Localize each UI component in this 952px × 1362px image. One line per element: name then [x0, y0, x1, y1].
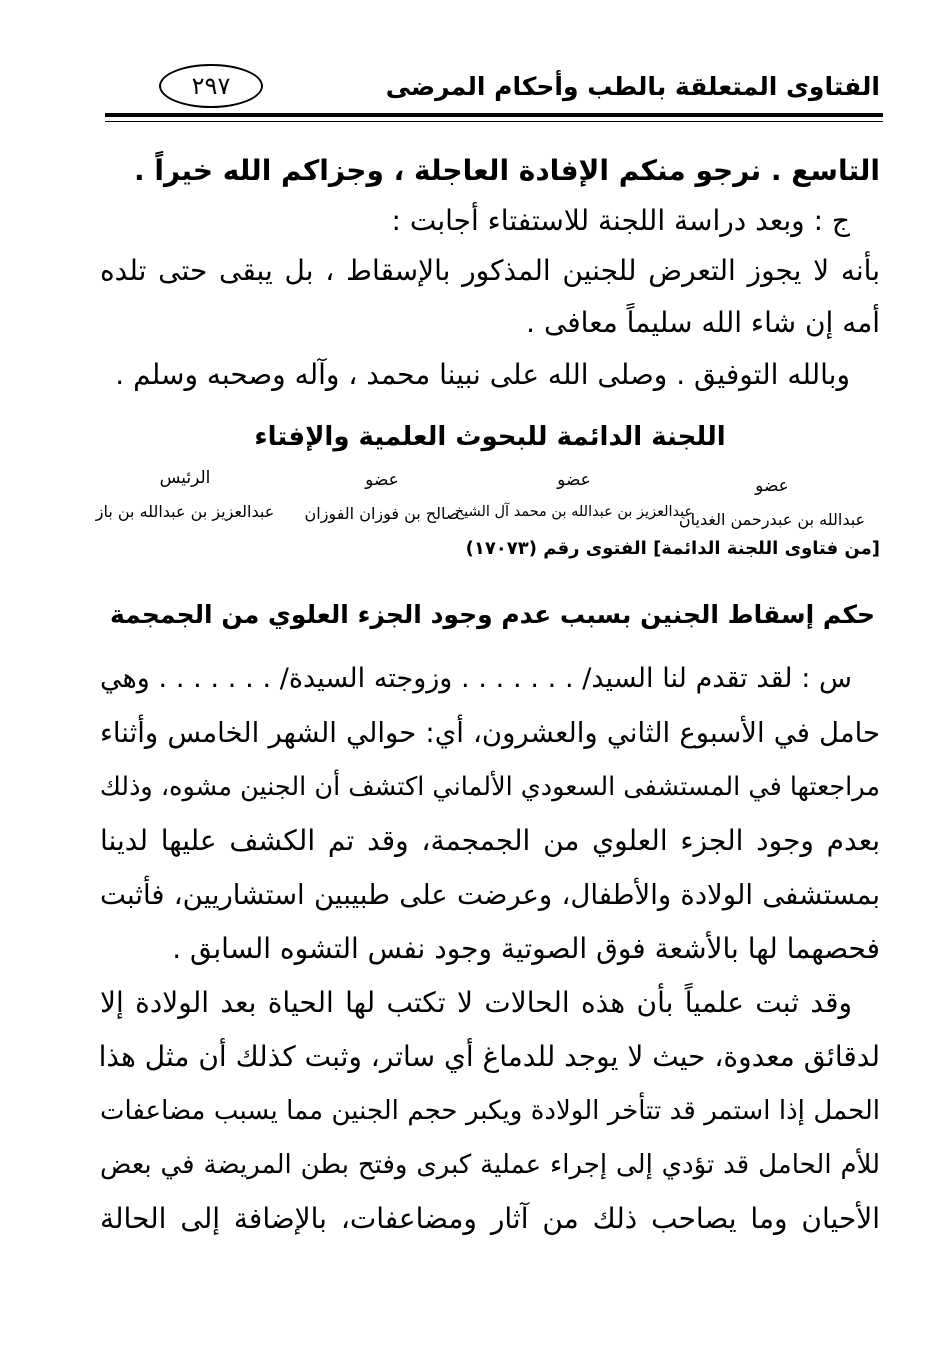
question-closing-line: التاسع . نرجو منكم الإفادة العاجلة ، وجزاكم الله خيراً . [134, 154, 880, 187]
question-line: للأم الحامل قد تؤدي إلى إجراء عملية كبرى وفتح بطن المريضة في بعض [100, 1150, 880, 1180]
page-header [105, 62, 880, 114]
signature-name: عبدالعزيز بن عبدالله بن باز [95, 502, 275, 521]
committee-title: اللجنة الدائمة للبحوث العلمية والإفتاء [254, 422, 726, 452]
question-line: الأحيان وما يصاحب ذلك من آثار ومضاعفات، بالإضافة إلى الحالة [100, 1202, 880, 1235]
fatwa-answer-block [100, 145, 880, 401]
answer-intro: ج : وبعد دراسة اللجنة للاستفتاء أجابت : [391, 204, 850, 237]
header-rule-thin [105, 121, 883, 122]
question-line: بعدم وجود الجزء العلوي من الجمجمة، وقد تم الكشف عليها لدينا [100, 824, 880, 857]
question-line: الحمل إذا استمر قد تتأخر الولادة ويكبر حجم الجنين مما يسبب مضاعفات [100, 1096, 880, 1126]
closing-prayer: وبالله التوفيق . وصلى الله على نبينا محمد ، وآله وصحبه وسلم . [115, 358, 850, 391]
question-line: وقد ثبت علمياً بأن هذه الحالات لا تكتب لها الحياة بعد الولادة إلا [100, 986, 852, 1019]
signature-name: عبدالعزيز بن عبدالله بن محمد آل الشيخ [454, 504, 694, 520]
question-block [100, 652, 880, 1246]
signature-role: الرئيس [159, 468, 211, 488]
question-line: بمستشفى الولادة والأطفال، وعرضت على طبيبين استشاريين، فأثبت [100, 879, 880, 911]
question-line: مراجعتها في المستشفى السعودي الألماني اكتشف أن الجنين مشوه، وذلك [99, 772, 880, 802]
signature-role: عضو [365, 470, 399, 490]
signature-name: عبدالله بن عبدرحمن الغديان [678, 510, 866, 529]
signature-member-3 [287, 470, 477, 523]
header-rule-thick [105, 113, 883, 117]
question-line: فحصهما لها بالأشعة فوق الصوتية وجود نفس التشوه السابق . [172, 932, 880, 965]
signature-chairman [90, 468, 280, 521]
question-line: حامل في الأسبوع الثاني والعشرون، أي: حوالي الشهر الخامس وأثناء [100, 717, 880, 749]
signature-role: عضو [755, 476, 789, 496]
answer-line: بأنه لا يجوز التعرض للجنين المذكور بالإسقاط ، بل يبقى حتى تلده [100, 254, 880, 287]
fatwa-source: [من فتاوى اللجنة الدائمة] الفتوى رقم (١٧٠٧٣) [465, 538, 880, 559]
signature-role: عضو [557, 470, 591, 490]
section-title: حكم إسقاط الجنين بسبب عدم وجود الجزء العلوي من الجمجمة [109, 600, 876, 629]
signature-name: صالح بن فوزان الفوزان [304, 504, 460, 523]
question-line: لدقائق معدوة، حيث لا يوجد للدماغ أي ساتر، وثبت كذلك أن مثل هذا [98, 1040, 880, 1073]
running-title: الفتاوى المتعلقة بالطب وأحكام المرضى [385, 72, 880, 101]
signature-member-2 [454, 470, 694, 520]
page-number: ٢٩٧ [159, 64, 263, 108]
question-line: س : لقد تقدم لنا السيد/ . . . . . . . وزوجته السيدة/ . . . . . . . وهي [100, 663, 852, 694]
answer-line: أمه إن شاء الله سليماً معافى . [526, 306, 880, 339]
